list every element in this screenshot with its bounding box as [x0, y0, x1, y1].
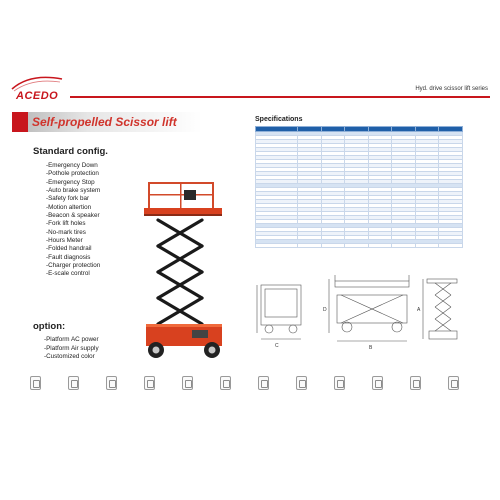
list-item: -Fault diagnosis — [46, 253, 91, 261]
specifications-table — [255, 126, 463, 248]
list-item: -Hours Meter — [46, 237, 83, 245]
title-banner — [12, 112, 202, 132]
feature-icon — [334, 376, 345, 390]
feature-icon — [30, 376, 41, 390]
brand-name: ACEDO — [16, 90, 59, 102]
feature-icon — [410, 376, 421, 390]
feature-icon — [144, 376, 155, 390]
scissor-lift-illustration — [140, 180, 240, 370]
feature-icon — [68, 376, 79, 390]
list-item: -Pothole protection — [46, 170, 99, 178]
specifications-title: Specifications — [255, 116, 303, 123]
banner-accent — [12, 112, 28, 132]
feature-icons-row — [30, 376, 470, 394]
diagram-label-d: D — [323, 307, 327, 313]
diagram-label-b: B — [369, 345, 373, 351]
feature-icon — [106, 376, 117, 390]
dimension-diagrams — [255, 275, 470, 365]
list-item: -Platform Air supply — [44, 344, 99, 352]
list-item: -Folded handrail — [46, 245, 92, 253]
option-list — [44, 336, 99, 362]
acedo-logo — [10, 75, 65, 105]
feature-icon — [448, 376, 459, 390]
feature-icon — [296, 376, 307, 390]
list-item: -Charger protection — [46, 262, 101, 270]
list-item: -Emergency Down — [46, 162, 98, 169]
list-item: -Motion altertion — [46, 203, 92, 211]
feature-icon — [258, 376, 269, 390]
list-item: -Auto brake system — [46, 187, 101, 195]
series-label: Hyd. drive scissor lift series — [415, 86, 488, 92]
list-item: -Beacon & speaker — [46, 212, 100, 220]
list-item: -E-scale control — [46, 270, 90, 278]
diagram-label-a: A — [417, 307, 421, 313]
table-row — [256, 244, 463, 248]
list-item: -Customized color — [44, 353, 95, 360]
diagram-label-c: C — [275, 343, 279, 349]
standard-config-heading: Standard config. — [33, 146, 108, 157]
standard-config-list — [46, 162, 100, 279]
list-item: -Safety fork bar — [46, 195, 90, 203]
option-heading: option: — [33, 321, 66, 332]
list-item: -Platform AC power — [44, 336, 99, 343]
list-item: -No-mark tires — [46, 228, 86, 236]
feature-icon — [220, 376, 231, 390]
feature-icon — [182, 376, 193, 390]
list-item: -Fork lift holes — [46, 220, 86, 228]
list-item: -Emergency Stop — [46, 178, 95, 186]
feature-icon — [372, 376, 383, 390]
header-divider — [70, 96, 490, 98]
product-title: Self-propelled Scissor lift — [32, 115, 177, 129]
